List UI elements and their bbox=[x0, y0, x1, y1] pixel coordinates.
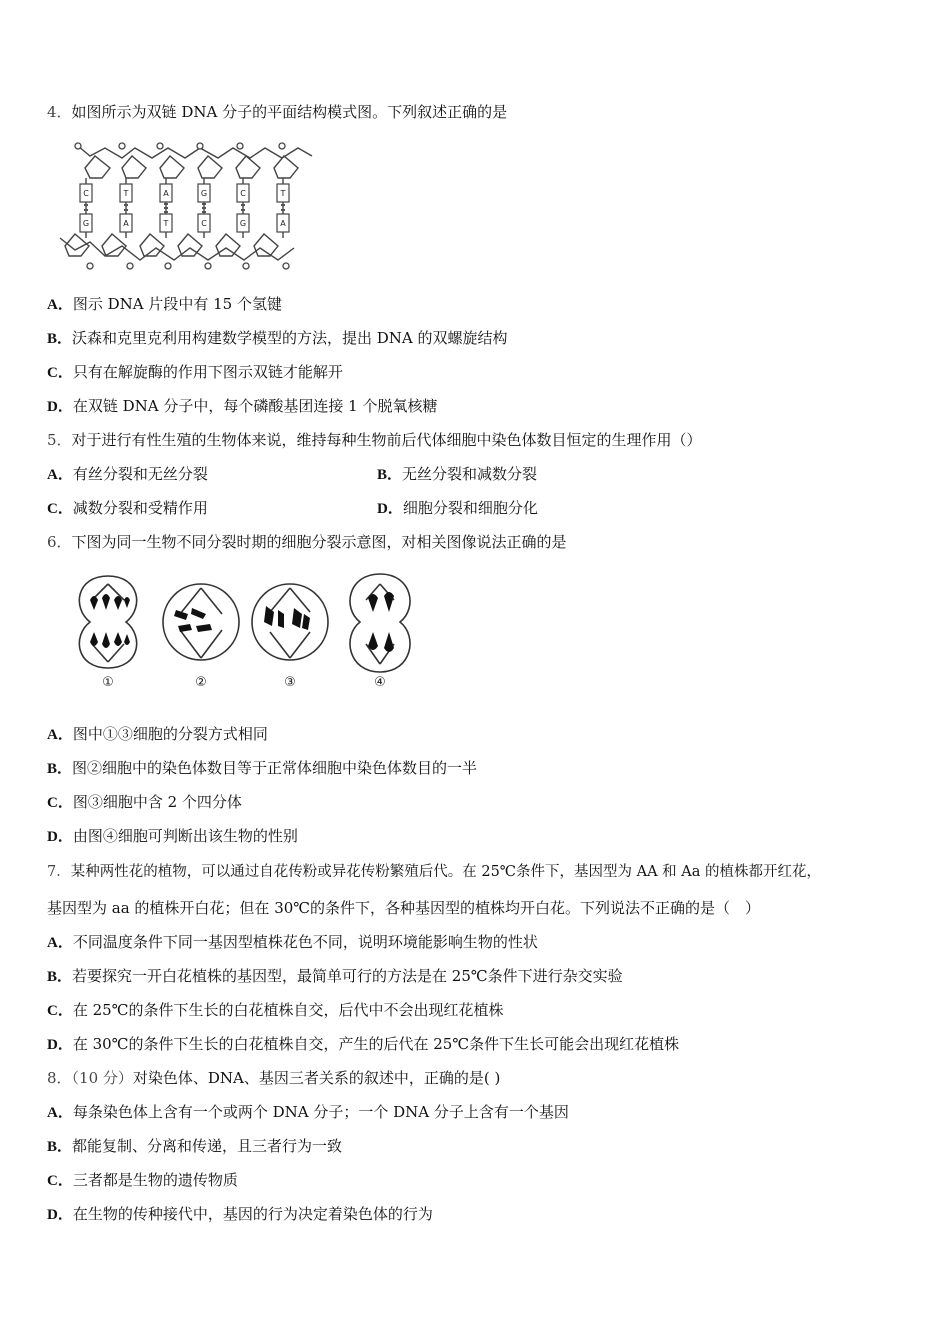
cell-2-outline bbox=[163, 584, 239, 660]
q7-stem-1: 某种两性花的植物，可以通过自花传粉或异花传粉繁殖后代。在 25℃条件下，基因型为 AA 和 Aa 的植株都开红花， bbox=[70, 864, 822, 880]
q6-number: 6． bbox=[47, 533, 72, 551]
dna-structure-figure bbox=[50, 138, 325, 276]
dna-top-base: C bbox=[83, 189, 89, 198]
option-text: 若要探究一开白花植株的基因型，最简单可行的方法是在 25℃条件下进行杂交实验 bbox=[72, 967, 623, 985]
option-label: B． bbox=[47, 969, 73, 985]
option-label: D． bbox=[47, 829, 73, 845]
q5-stem-line bbox=[47, 430, 702, 450]
q8-option-d bbox=[47, 1204, 433, 1225]
option-text: 图③细胞中含 2 个四分体 bbox=[72, 793, 242, 811]
q6-stem: 下图为同一生物不同分裂时期的细胞分裂示意图，对相关图像说法正确的是 bbox=[71, 533, 567, 551]
q8-option-b bbox=[47, 1136, 342, 1157]
option-label: B． bbox=[47, 331, 73, 347]
option-text: 在 30℃的条件下生长的白花植株自交，产生的后代在 25℃条件下生长可能会出现红花植株 bbox=[72, 1035, 680, 1053]
cell-4-outline bbox=[350, 574, 410, 672]
option-label: B． bbox=[47, 761, 73, 777]
q4-stem: 如图所示为双链 DNA 分子的平面结构模式图。下列叙述正确的是 bbox=[71, 103, 508, 121]
option-text: 由图④细胞可判断出该生物的性别 bbox=[72, 827, 298, 845]
q6-option-d bbox=[47, 826, 298, 847]
q8-number: 8． bbox=[47, 1069, 72, 1087]
dna-top-base: A bbox=[163, 189, 169, 198]
cell-division-figure bbox=[68, 570, 428, 690]
option-label: D． bbox=[47, 1037, 73, 1053]
dna-bottom-base: G bbox=[82, 219, 90, 228]
q4-option-c bbox=[47, 362, 343, 383]
q8-option-a bbox=[47, 1102, 569, 1123]
option-label: B． bbox=[47, 1139, 73, 1155]
q5-option-d bbox=[377, 498, 538, 519]
q6-option-c bbox=[47, 792, 242, 813]
q5-stem: 对于进行有性生殖的生物体来说，维持每种生物前后代体细胞中染色体数目恒定的生理作用（） bbox=[71, 431, 702, 449]
option-text: 细胞分裂和细胞分化 bbox=[402, 499, 538, 517]
option-text: 减数分裂和受精作用 bbox=[72, 499, 208, 517]
option-label: A． bbox=[47, 935, 73, 951]
option-text: 图②细胞中的染色体数目等于正常体细胞中染色体数目的一半 bbox=[72, 759, 478, 777]
option-label: D． bbox=[47, 1207, 73, 1223]
dna-top-base: T bbox=[280, 189, 286, 198]
option-text: 不同温度条件下同一基因型植株花色不同，说明环境能影响生物的性状 bbox=[72, 933, 538, 951]
option-text: 在 25℃的条件下生长的白花植株自交，后代中不会出现红花植株 bbox=[72, 1001, 504, 1019]
dna-bottom-base: A bbox=[280, 219, 286, 228]
option-text: 有丝分裂和无丝分裂 bbox=[72, 465, 208, 483]
q6-stem-line bbox=[47, 532, 567, 552]
q5-option-c bbox=[47, 498, 208, 519]
option-text: 图示 DNA 片段中有 15 个氢键 bbox=[72, 295, 282, 313]
option-text: 在双链 DNA 分子中，每个磷酸基团连接 1 个脱氧核糖 bbox=[72, 397, 438, 415]
q7-option-b bbox=[47, 966, 623, 987]
option-text: 图中①③细胞的分裂方式相同 bbox=[72, 725, 268, 743]
q6-option-b bbox=[47, 758, 477, 779]
q5-option-b bbox=[377, 464, 537, 485]
q7-option-a bbox=[47, 932, 538, 953]
option-text: 三者都是生物的遗传物质 bbox=[72, 1171, 238, 1189]
q7-number: 7． bbox=[47, 864, 71, 880]
option-label: D． bbox=[377, 501, 403, 517]
option-label: D． bbox=[47, 399, 73, 415]
cell-label: ③ bbox=[284, 675, 296, 690]
q7-option-c bbox=[47, 1000, 503, 1021]
option-label: C． bbox=[47, 365, 73, 381]
option-label: A． bbox=[47, 467, 73, 483]
option-label: A． bbox=[47, 727, 73, 743]
option-text: 无丝分裂和减数分裂 bbox=[402, 465, 538, 483]
q8-option-c bbox=[47, 1170, 238, 1191]
dna-bottom-base: G bbox=[239, 219, 247, 228]
option-label: C． bbox=[47, 501, 73, 517]
q4-stem-line bbox=[47, 102, 507, 122]
q7-stem-line-1 bbox=[47, 862, 821, 882]
cell-label: ④ bbox=[374, 675, 386, 690]
q7-stem-2: 基因型为 aa 的植株开白花；但在 30℃的条件下，各种基因型的植株均开白花。下列说法不正确的是（ ） bbox=[47, 899, 761, 917]
q7-option-d bbox=[47, 1034, 679, 1055]
q8-stem-line bbox=[47, 1068, 500, 1088]
option-text: 沃森和克里克利用构建数学模型的方法，提出 DNA 的双螺旋结构 bbox=[72, 329, 508, 347]
dna-top-base: C bbox=[240, 189, 246, 198]
dna-bottom-base: T bbox=[163, 219, 169, 228]
option-label: A． bbox=[47, 1105, 73, 1121]
option-label: B． bbox=[377, 467, 403, 483]
option-text: 每条染色体上含有一个或两个 DNA 分子；一个 DNA 分子上含有一个基因 bbox=[72, 1103, 569, 1121]
q4-option-a bbox=[47, 294, 282, 315]
option-label: C． bbox=[47, 1173, 73, 1189]
dna-bottom-base: C bbox=[201, 219, 207, 228]
option-text: 在生物的传种接代中，基因的行为决定着染色体的行为 bbox=[72, 1205, 433, 1223]
dna-bottom-base: A bbox=[123, 219, 129, 228]
q8-stem: 对染色体、DNA、基因三者关系的叙述中，正确的是( ) bbox=[132, 1069, 501, 1087]
q4-option-b bbox=[47, 328, 508, 349]
q4-number: 4． bbox=[47, 103, 72, 121]
cell-label: ① bbox=[102, 675, 114, 690]
option-text: 只有在解旋酶的作用下图示双链才能解开 bbox=[72, 363, 343, 381]
q8-score: （10 分） bbox=[71, 1069, 133, 1087]
cell-1-outline bbox=[79, 576, 136, 668]
option-label: C． bbox=[47, 795, 73, 811]
q5-option-a bbox=[47, 464, 208, 485]
option-label: A． bbox=[47, 297, 73, 313]
cell-label: ② bbox=[195, 675, 207, 690]
q4-option-d bbox=[47, 396, 437, 417]
q5-number: 5． bbox=[47, 431, 72, 449]
dna-top-base: G bbox=[200, 189, 208, 198]
option-text: 都能复制、分离和传递，且三者行为一致 bbox=[72, 1137, 343, 1155]
option-label: C． bbox=[47, 1003, 73, 1019]
q7-stem-line-2 bbox=[47, 898, 760, 918]
dna-top-base: T bbox=[123, 189, 129, 198]
q6-option-a bbox=[47, 724, 268, 745]
cell-3-outline bbox=[252, 584, 328, 660]
